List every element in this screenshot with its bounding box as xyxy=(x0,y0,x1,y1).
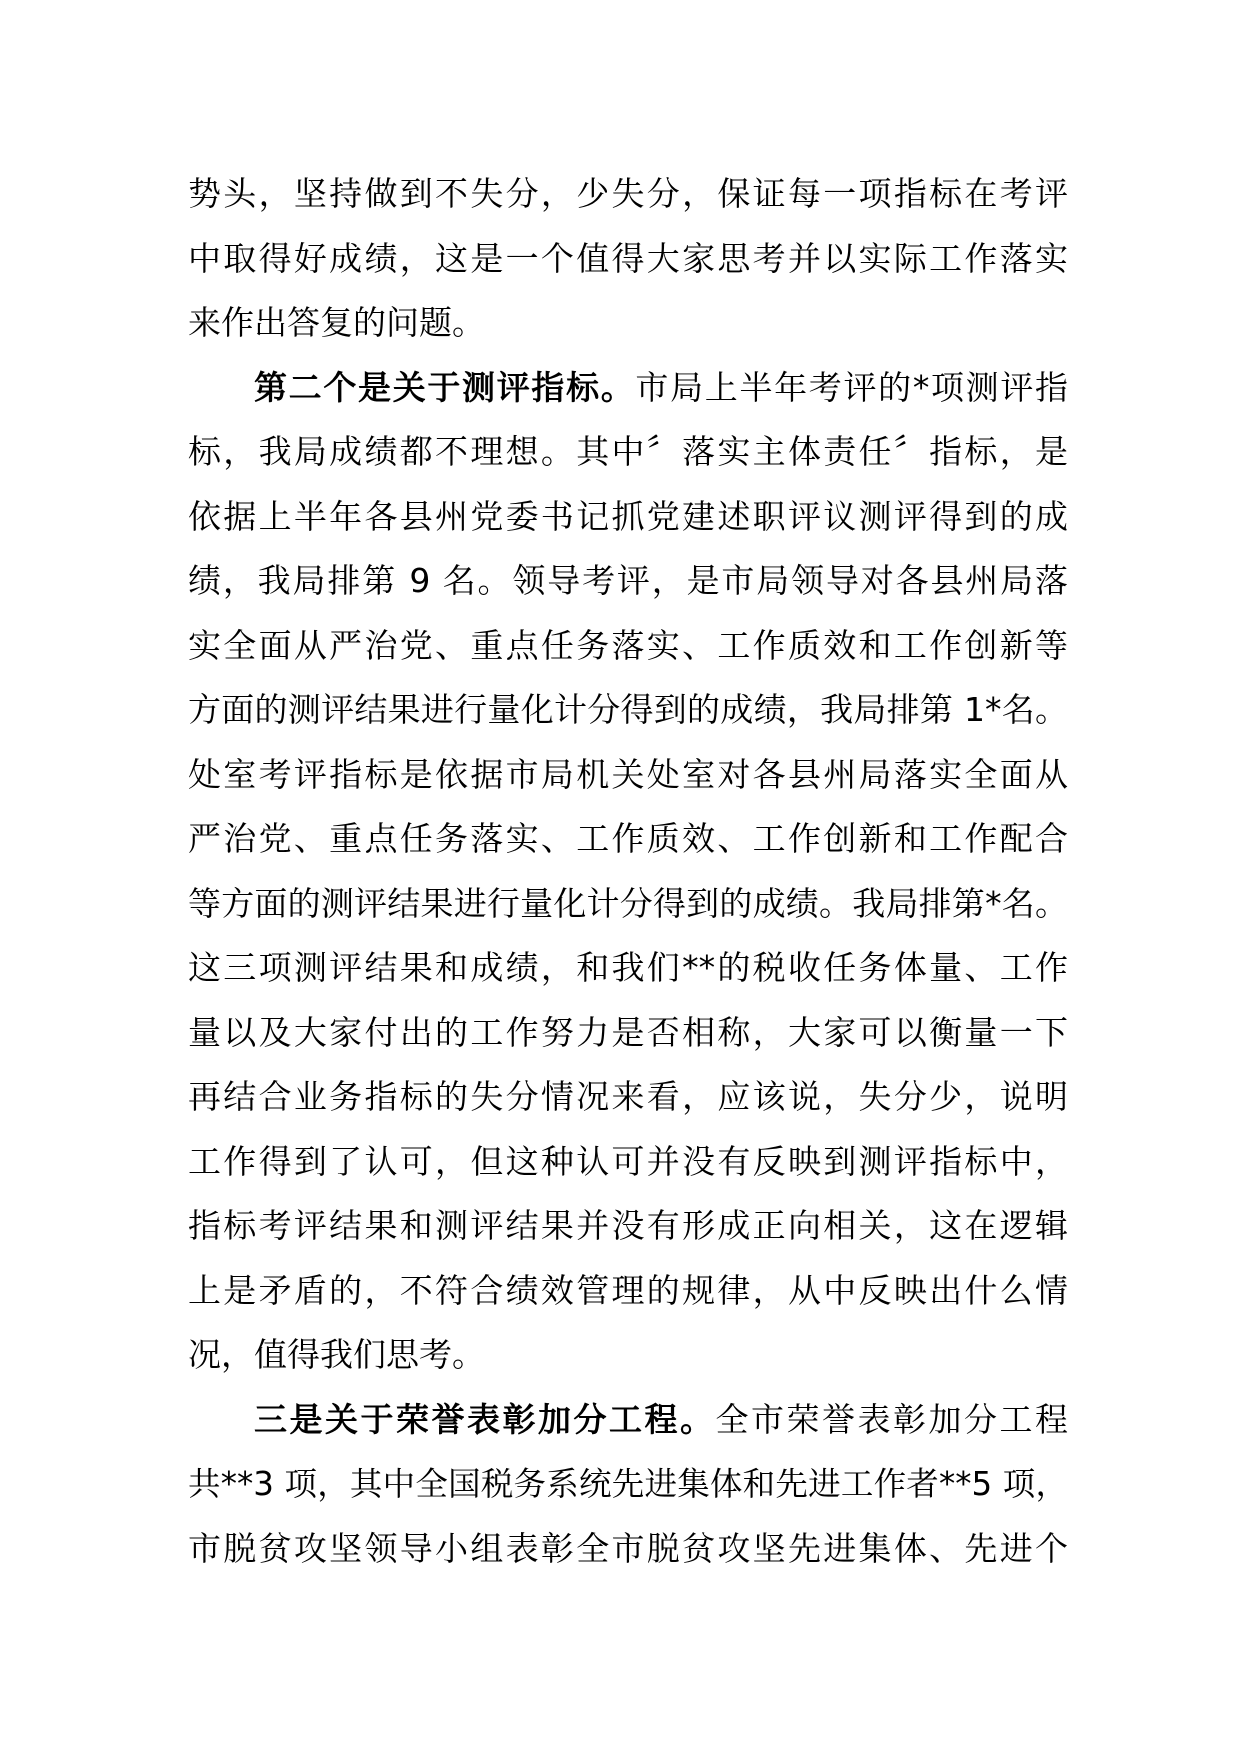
text-line: 势头，坚持做到不失分，少失分，保证每一项指标在考评 xyxy=(188,174,1068,213)
text-line: 方面的测评结果进行量化计分得到的成绩，我局排第 1*名。 xyxy=(188,690,1068,729)
text-line: 指标考评结果和测评结果并没有形成正向相关，这在逻辑 xyxy=(188,1206,1068,1245)
text-line: 中取得好成绩，这是一个值得大家思考并以实际工作落实 xyxy=(188,238,1068,278)
section-heading: 第二个是关于测评指标。 xyxy=(254,367,636,407)
text-line: 来作出答复的问题。 xyxy=(188,303,485,342)
text-line: 工作得到了认可，但这种认可并没有反映到测评指标中， xyxy=(188,1141,1068,1181)
text-line: 量以及大家付出的工作努力是否相称，大家可以衡量一下 xyxy=(188,1012,1068,1052)
text-run: 市局上半年考评的*项测评指 xyxy=(635,367,1069,407)
paragraph-first-line xyxy=(188,356,1068,421)
text-line: 严治党、重点任务落实、工作质效、工作创新和工作配合 xyxy=(188,819,1068,858)
text-line: 依据上半年各县州党委书记抓党建述职评议测评得到的成 xyxy=(188,496,1068,536)
paragraph-2 xyxy=(188,356,1068,1388)
text-run: 全市荣誉表彰加分工程 xyxy=(715,1399,1068,1439)
text-line: 实全面从严治党、重点任务落实、工作质效和工作创新等 xyxy=(188,625,1068,665)
section-heading: 三是关于荣誉表彰加分工程。 xyxy=(254,1399,716,1439)
text-line: 上是矛盾的，不符合绩效管理的规律，从中反映出什么情 xyxy=(188,1270,1068,1310)
text-line: 市脱贫攻坚领导小组表彰全市脱贫攻坚先进集体、先进个 xyxy=(188,1528,1068,1568)
paragraph-first-line xyxy=(188,1388,1068,1453)
text-line: 共**3 项，其中全国税务系统先进集体和先进工作者**5 项， xyxy=(188,1465,1068,1503)
text-line: 再结合业务指标的失分情况来看，应该说，失分少，说明 xyxy=(188,1077,1068,1116)
text-line: 绩，我局排第 9 名。领导考评，是市局领导对各县州局落 xyxy=(188,561,1068,600)
text-line: 处室考评指标是依据市局机关处室对各县州局落实全面从 xyxy=(188,754,1068,794)
document-body xyxy=(188,162,1068,1581)
text-line: 等方面的测评结果进行量化计分得到的成绩。我局排第*名。 xyxy=(188,883,1068,923)
text-line: 这三项测评结果和成绩，和我们**的税收任务体量、工作 xyxy=(188,948,1068,987)
text-line: 标，我局成绩都不理想。其中〞落实主体责任〞指标，是 xyxy=(188,432,1068,471)
paragraph-1 xyxy=(188,162,1068,356)
paragraph-3 xyxy=(188,1388,1068,1582)
text-line: 况，值得我们思考。 xyxy=(188,1335,485,1374)
